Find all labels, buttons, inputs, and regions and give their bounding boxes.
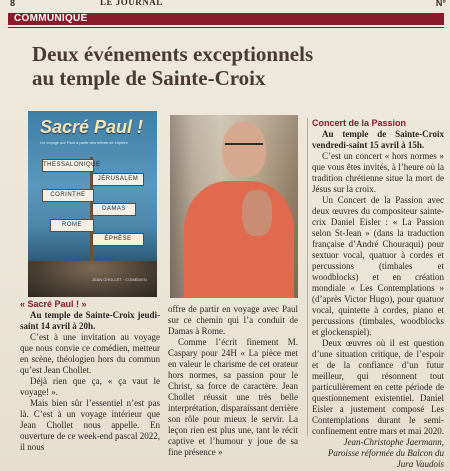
sign-corinthe: CORINTHE <box>42 189 94 202</box>
portrait-photo <box>170 115 298 298</box>
left-paragraph-3: Mais bien sûr l’essentiel n’est pas là. C’est à un voyage intérieur que Jean Chollet nous appelle. En ouverture de ce week-end pascal 2022, il nous <box>20 398 160 452</box>
glasses-icon <box>225 143 263 150</box>
right-heading: Concert de la Passion <box>312 118 407 128</box>
section-label: COMMUNIQUÉ <box>14 13 88 24</box>
sign-damas: DAMAS <box>92 203 136 216</box>
left-paragraph-2: Déjà rien que ça, « ça vaut le voyage! ». <box>20 376 160 397</box>
photo-face <box>222 122 266 178</box>
running-header <box>0 0 450 12</box>
poster-credits: JEAN CHOLLET · COMÉDIEN <box>92 277 147 282</box>
right-lead: Au temple de Sainte-Croix vendredi-saint 15 avril à 15h. <box>312 129 444 150</box>
poster-title: Sacré Paul ! <box>40 117 144 137</box>
right-paragraph-1: C’est un concert « hors normes » que vous êtes invités, à l’heure où la tradition chrétienne situe la mort de Jésus sur la croix. <box>312 151 444 194</box>
sign-rome: ROME <box>50 219 94 232</box>
sign-jerusalem: JÉRUSALEM <box>92 173 144 186</box>
right-paragraph-3: Deux œuvres où il est question d’une situation critique, de l’espoir et de la confiance d’un futur meilleur, qui résonnent tout particulièrement en cette période de questionnement existentiel. Daniel Eisler a justement composé Les Contemplations durant le semi-confinement entre mars et mai 2020. <box>312 338 444 436</box>
headline-line-2: au temple de Sainte-Croix <box>32 66 266 90</box>
section-rule <box>8 27 444 28</box>
middle-paragraph-1: offre de partir en voyage avec Paul sur ce chemin qui l’a conduit de Damas à Rome. <box>168 304 298 336</box>
right-column <box>312 118 444 470</box>
journal-name: LE JOURNAL <box>100 0 163 7</box>
photo-arm <box>242 190 272 236</box>
issue-label: N° <box>435 0 446 8</box>
section-bar <box>8 13 444 25</box>
left-lead: Au temple de Sainte-Croix jeudi-saint 14 avril à 20h. <box>20 310 160 331</box>
sign-thessalonique: THESSALONIQUE <box>42 159 94 172</box>
author-signature: Jean-Christophe Jaermann, Paroisse réformée du Balcon du Jura Vaudois <box>327 437 444 469</box>
right-paragraph-2: Un Concert de la Passion avec deux œuvres du compositeur sainte-crix Daniel Eisler : « La Passion selon St-Jean » (dans la traduction française d’André Chouraqui) pour sextuor vocal, quatuor à cordes et percussions (timbales et woodblocks) et en création mondiale « Les Contemplations » (d’après Victor Hugo), pour quatuor vocal, quintette à cordes, piano et percussions (timbales, woodblocks et glockenspiel). <box>312 195 444 337</box>
article-headline <box>32 42 432 90</box>
poster-image <box>28 111 157 297</box>
left-paragraph-1: C’est à une invitation au voyage que nous convie ce comédien, metteur en scène, théologien hors du commun qu’est Jean Chollet. <box>20 332 160 375</box>
left-heading: « Sacré Paul ! » <box>20 299 87 309</box>
poster-subtitle: Un voyage sur Paul à partir des lettres de l’apôtre <box>40 140 128 145</box>
column-divider <box>307 118 308 436</box>
headline-line-1: Deux événements exceptionnels <box>32 42 314 66</box>
left-column <box>20 299 160 453</box>
middle-paragraph-2: Comme l’écrit finement M. Caspary pour 24H « La pièce met en valeur le charisme de cet orateur hors normes, sa passion pour le Christ, sa force de caractère. Jean Chollet réussit une très belle interprétation, disparaissant derrière son rôle pour mieux le servir. La leçon rien est plus une, tant le récit captive et l’humour y joue de sa fine présence » <box>168 337 298 457</box>
photo-shirt <box>184 181 294 298</box>
page-number: 8 <box>10 0 16 8</box>
sign-ephese: ÉPHÈSE <box>92 233 144 246</box>
middle-column <box>168 304 298 458</box>
